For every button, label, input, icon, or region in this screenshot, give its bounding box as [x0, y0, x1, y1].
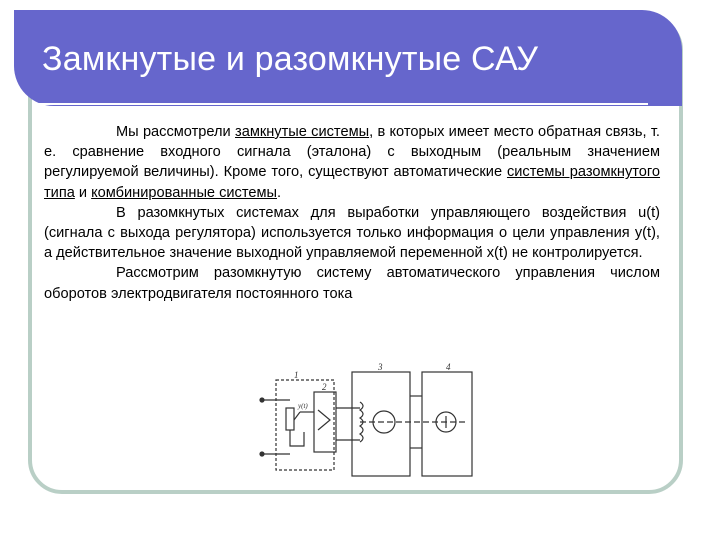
slide-body — [44, 122, 660, 304]
potentiometer-wire — [290, 430, 304, 446]
paragraph-1-text-c: и — [74, 184, 92, 201]
block-label-3: 3 — [378, 362, 383, 372]
amplifier-symbol — [318, 410, 330, 430]
block-1 — [276, 380, 334, 470]
title-band — [14, 10, 682, 106]
link-open-systems: системы разомкнутого типа — [44, 164, 661, 201]
paragraph-1 — [44, 122, 660, 203]
potentiometer-wiper — [294, 412, 300, 420]
open-loop-motor-diagram — [256, 362, 476, 490]
title-underline — [38, 103, 648, 105]
input-terminal-top — [260, 398, 264, 402]
paragraph-1-text-d: . — [277, 184, 282, 201]
paragraph-2: В разомкнутых системах для выработки управляющего воздействия u(t) (сигнала с выхода регулятора) используется только информация о цели управления y(t), а действительное значение выходной управляемой переменной x(t) не контролируется. — [44, 204, 660, 262]
link-closed-systems: замкнутые системы — [235, 124, 370, 140]
slide-title: Замкнутые и разомкнутые САУ — [42, 40, 539, 78]
paragraph-1-text-a: Мы рассмотрели — [116, 124, 236, 140]
potentiometer — [286, 408, 294, 430]
paragraph-3: Рассмотрим разомкнутую систему автоматического управления числом оборотов электродвигателя постоянного тока — [44, 265, 660, 302]
block-2-amplifier — [314, 392, 336, 452]
block-label-4: 4 — [446, 362, 451, 372]
signal-label: y(t) — [298, 402, 308, 410]
paragraph-1-text-b: , в которых имеет место обратная связь, т. е. сравнение входного сигнала (эталона) с выходным (реальным значением регулируемой величины). Кроме того, существуют автоматические — [44, 124, 660, 181]
block-label-2: 2 — [322, 382, 327, 392]
block-label-1: 1 — [294, 370, 299, 380]
link-combined-systems: комбинированные системы — [91, 184, 278, 201]
input-terminal-bottom — [260, 452, 264, 456]
block-4 — [422, 372, 472, 476]
block-3 — [352, 372, 410, 476]
